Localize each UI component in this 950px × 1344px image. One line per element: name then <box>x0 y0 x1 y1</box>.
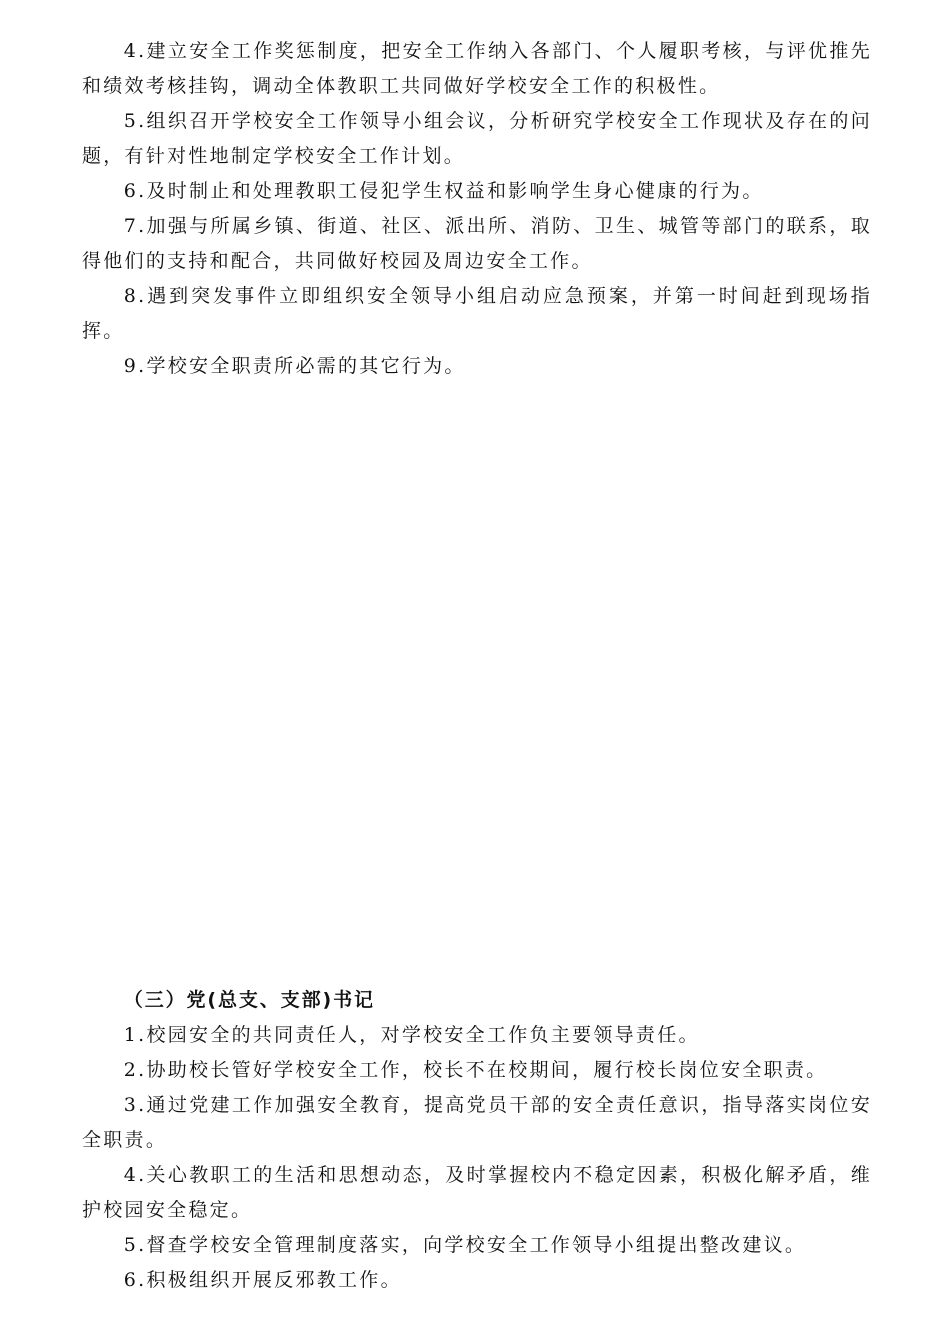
duty-item-6: 6.及时制止和处理教职工侵犯学生权益和影响学生身心健康的行为。 <box>123 180 764 202</box>
secretary-duty-item-3: 3.通过党建工作加强安全教育，提高党员干部的安全责任意识，指导落实岗位安全职责。 <box>82 1094 872 1151</box>
duty-item-7: 7.加强与所属乡镇、街道、社区、派出所、消防、卫生、城管等部门的联系，取得他们的支持和配合，共同做好校园及周边安全工作。 <box>82 215 872 272</box>
duty-item-4: 4.建立安全工作奖惩制度，把安全工作纳入各部门、个人履职考核，与评优推先和绩效考核挂钩，调动全体教职工共同做好学校安全工作的积极性。 <box>82 40 872 97</box>
secretary-duty-item-1: 1.校园安全的共同责任人，对学校安全工作负主要领导责任。 <box>123 1024 700 1046</box>
party-secretary-duties <box>82 982 872 1298</box>
secretary-duty-item-2: 2.协助校长管好学校安全工作，校长不在校期间，履行校长岗位安全职责。 <box>123 1059 828 1081</box>
duty-item-9: 9.学校安全职责所必需的其它行为。 <box>123 355 466 377</box>
duty-item-5: 5.组织召开学校安全工作领导小组会议，分析研究学校安全工作现状及存在的问题，有针对性地制定学校安全工作计划。 <box>82 110 872 167</box>
duty-item-8: 8.遇到突发事件立即组织安全领导小组启动应急预案，并第一时间赶到现场指挥。 <box>82 285 872 342</box>
secretary-duty-item-5: 5.督查学校安全管理制度落实，向学校安全工作领导小组提出整改建议。 <box>123 1234 807 1256</box>
secretary-duty-item-6: 6.积极组织开展反邪教工作。 <box>123 1269 402 1291</box>
section-heading: （三）党(总支、支部)书记 <box>123 989 375 1011</box>
secretary-duty-item-4: 4.关心教职工的生活和思想动态，及时掌握校内不稳定因素，积极化解矛盾，维护校园安全稳定。 <box>82 1164 872 1221</box>
principal-duties-continued <box>82 34 872 384</box>
